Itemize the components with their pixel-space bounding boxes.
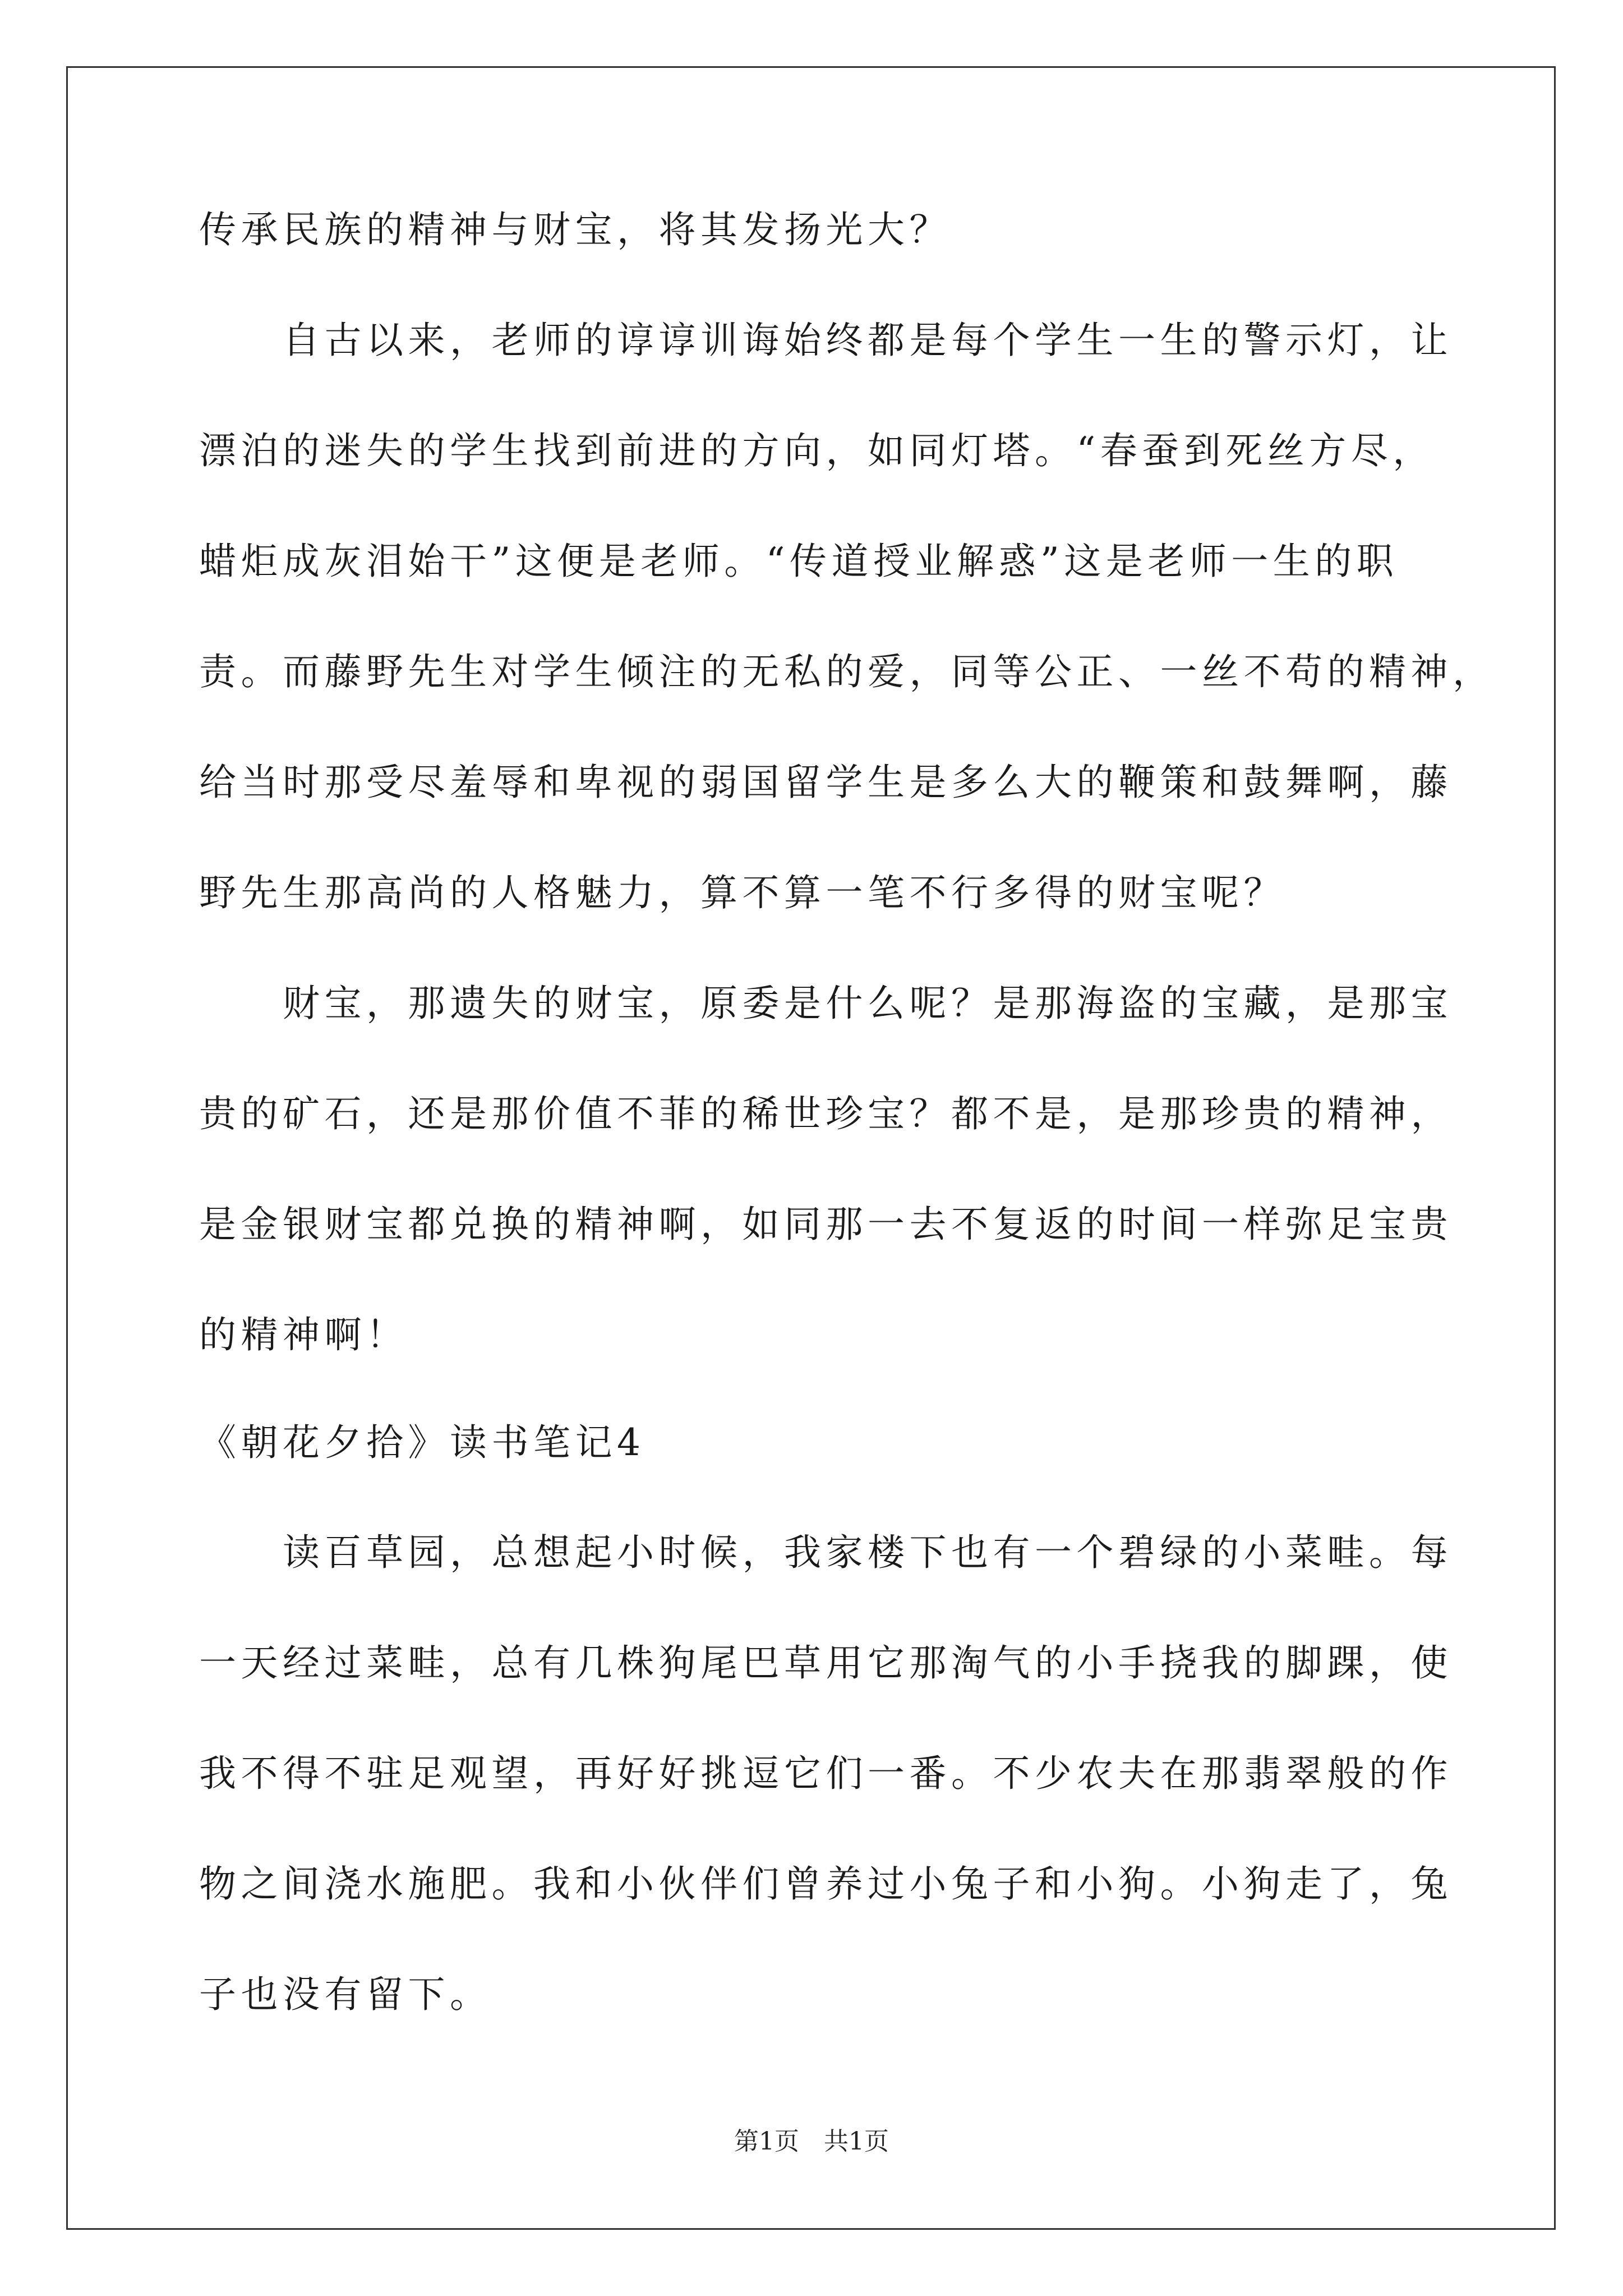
- text-line: 传承民族的精神与财宝，将其发扬光大？: [199, 208, 951, 251]
- section-heading: 《朝花夕拾》读书笔记4: [199, 1421, 645, 1464]
- text-line: 自古以来，老师的谆谆训诲始终都是每个学生一生的警示灯，让: [199, 319, 1453, 362]
- text-line: 一天经过菜畦，总有几株狗尾巴草用它那淘气的小手挠我的脚踝，使: [199, 1641, 1453, 1685]
- text-line: 的精神啊！: [199, 1313, 408, 1356]
- text-line: 物之间浇水施肥。我和小伙伴们曾养过小兔子和小狗。小狗走了，兔: [199, 1862, 1453, 1906]
- text-line: 给当时那受尽羞辱和卑视的弱国留学生是多么大的鞭策和鼓舞啊，藤: [199, 761, 1453, 804]
- text-line: 责。而藤野先生对学生倾注的无私的爱，同等公正、一丝不苟的精神，: [199, 650, 1495, 693]
- text-line: 野先生那高尚的人格魅力，算不算一笔不行多得的财宝呢？: [199, 871, 1285, 914]
- text-line: 贵的矿石，还是那价值不菲的稀世珍宝？都不是，是那珍贵的精神，: [199, 1092, 1453, 1135]
- text-line: 读百草园，总想起小时候，我家楼下也有一个碧绿的小菜畦。每: [199, 1531, 1453, 1574]
- text-line: 财宝，那遗失的财宝，原委是什么呢？是那海盗的宝藏，是那宝: [199, 982, 1453, 1025]
- text-line: 蜡炬成灰泪始干”这便是老师。“传道授业解惑”这是老师一生的职: [199, 540, 1399, 583]
- text-line: 漂泊的迷失的学生找到前进的方向，如同灯塔。“春蚕到死丝方尽，: [199, 429, 1435, 472]
- page-number-footer: 第1页 共1页: [734, 2127, 889, 2156]
- text-line: 是金银财宝都兑换的精神啊，如同那一去不复返的时间一样弥足宝贵: [199, 1203, 1453, 1246]
- text-line: 子也没有留下。: [199, 1973, 492, 2016]
- text-line: 我不得不驻足观望，再好好挑逗它们一番。不少农夫在那翡翠般的作: [199, 1752, 1453, 1795]
